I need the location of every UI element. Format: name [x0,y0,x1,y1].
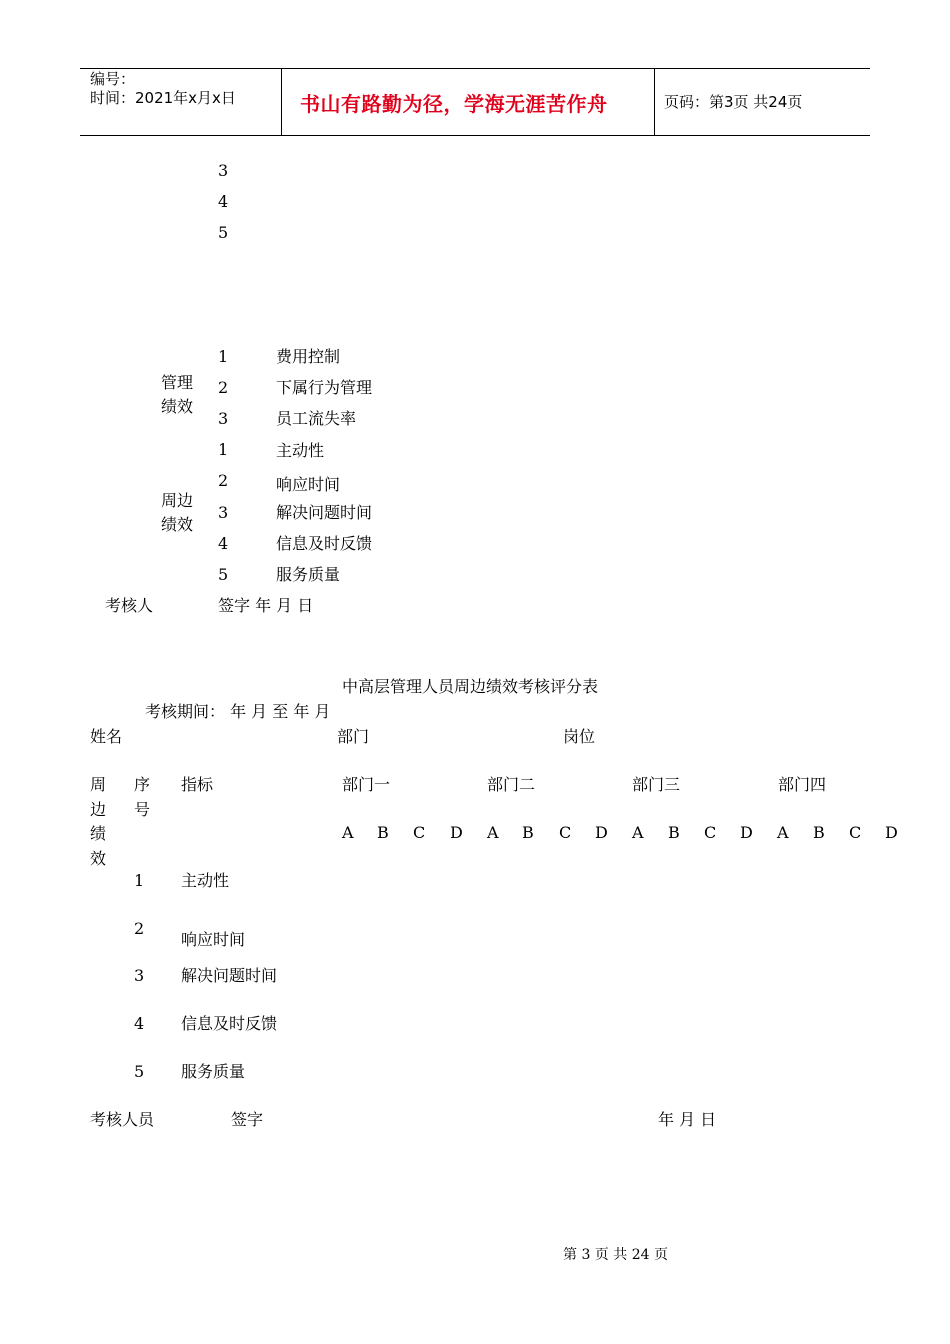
row-number: 3 [218,503,229,522]
grade-letter: B [522,823,534,842]
grade-letter: C [413,823,426,842]
header-time-label: 时间：2021年x月x日 [90,89,236,107]
list-number: 3 [218,161,229,180]
grade-letter: D [885,823,898,842]
category-char: 边 [90,800,107,819]
grade-letter: D [740,823,753,842]
name-label: 姓名 [90,727,123,746]
header-top-border [80,68,870,69]
row-indicator: 响应时间 [276,475,341,494]
department-header-1: 部门一 [342,775,391,794]
sign-date-label: 签字 年 月 日 [218,596,314,615]
department-header-2: 部门二 [487,775,536,794]
row-number: 4 [218,534,229,553]
grade-letter: D [595,823,608,842]
category-label-peripheral-2: 绩效 [161,515,194,534]
seq-header-char: 序 [134,775,151,794]
category-char: 绩 [90,824,107,843]
row-indicator: 服务质量 [276,565,341,584]
table-row-number: 5 [134,1062,145,1081]
department-header-4: 部门四 [778,775,827,794]
category-label-management: 管理 [161,373,194,392]
department-label: 部门 [337,727,370,746]
table-row-indicator: 响应时间 [181,930,246,949]
category-label-management-2: 绩效 [161,397,194,416]
grade-letter: A [777,823,789,842]
table-row-number: 4 [134,1014,145,1033]
form-title: 中高层管理人员周边绩效考核评分表 [342,677,599,696]
header-number-label: 编号： [90,70,136,88]
grade-letter: C [704,823,717,842]
grade-letter: C [849,823,862,842]
table-row-indicator: 服务质量 [181,1062,246,1081]
footer-page-number: 第 3 页 共 24 页 [563,1247,668,1263]
table-row-number: 2 [134,919,145,938]
indicator-header: 指标 [181,775,214,794]
table-row-indicator: 主动性 [181,871,230,890]
row-indicator: 员工流失率 [276,409,357,428]
row-number: 1 [218,347,229,366]
position-label: 岗位 [563,727,596,746]
grade-letter: A [342,823,354,842]
category-char: 周 [90,775,107,794]
row-number: 5 [218,565,229,584]
grade-letter: B [668,823,680,842]
assessment-period: 考核期间： 年 月 至 年 月 [145,702,331,721]
table-row-indicator: 信息及时反馈 [181,1014,278,1033]
row-number: 2 [218,471,229,490]
header-page-label: 页码：第3页 共24页 [664,93,803,111]
seq-header-char: 号 [134,800,151,819]
grade-letter: A [487,823,499,842]
row-indicator: 费用控制 [276,347,341,366]
header-divider-right [654,68,655,135]
row-number: 3 [218,409,229,428]
assessor-staff-label: 考核人员 [90,1110,155,1129]
row-indicator: 下属行为管理 [276,378,373,397]
category-char: 效 [90,849,107,868]
header-motto: 书山有路勤为径，学海无涯苦作舟 [300,92,608,116]
grade-letter: B [813,823,825,842]
grade-letter: A [632,823,644,842]
grade-letter: D [450,823,463,842]
list-number: 4 [218,192,229,211]
table-row-number: 1 [134,871,145,890]
department-header-3: 部门三 [632,775,681,794]
grade-letter: B [377,823,389,842]
row-number: 1 [218,440,229,459]
grade-letter: C [559,823,572,842]
assessor-label: 考核人 [105,596,154,615]
date-label: 年 月 日 [658,1110,717,1129]
table-row-number: 3 [134,966,145,985]
row-indicator: 解决问题时间 [276,503,373,522]
row-indicator: 信息及时反馈 [276,534,373,553]
table-row-indicator: 解决问题时间 [181,966,278,985]
row-indicator: 主动性 [276,441,325,460]
row-number: 2 [218,378,229,397]
signature-label: 签字 [231,1110,264,1129]
list-number: 5 [218,223,229,242]
header-bottom-border [80,135,870,136]
category-label-peripheral: 周边 [161,491,194,510]
header-divider-left [281,68,282,135]
